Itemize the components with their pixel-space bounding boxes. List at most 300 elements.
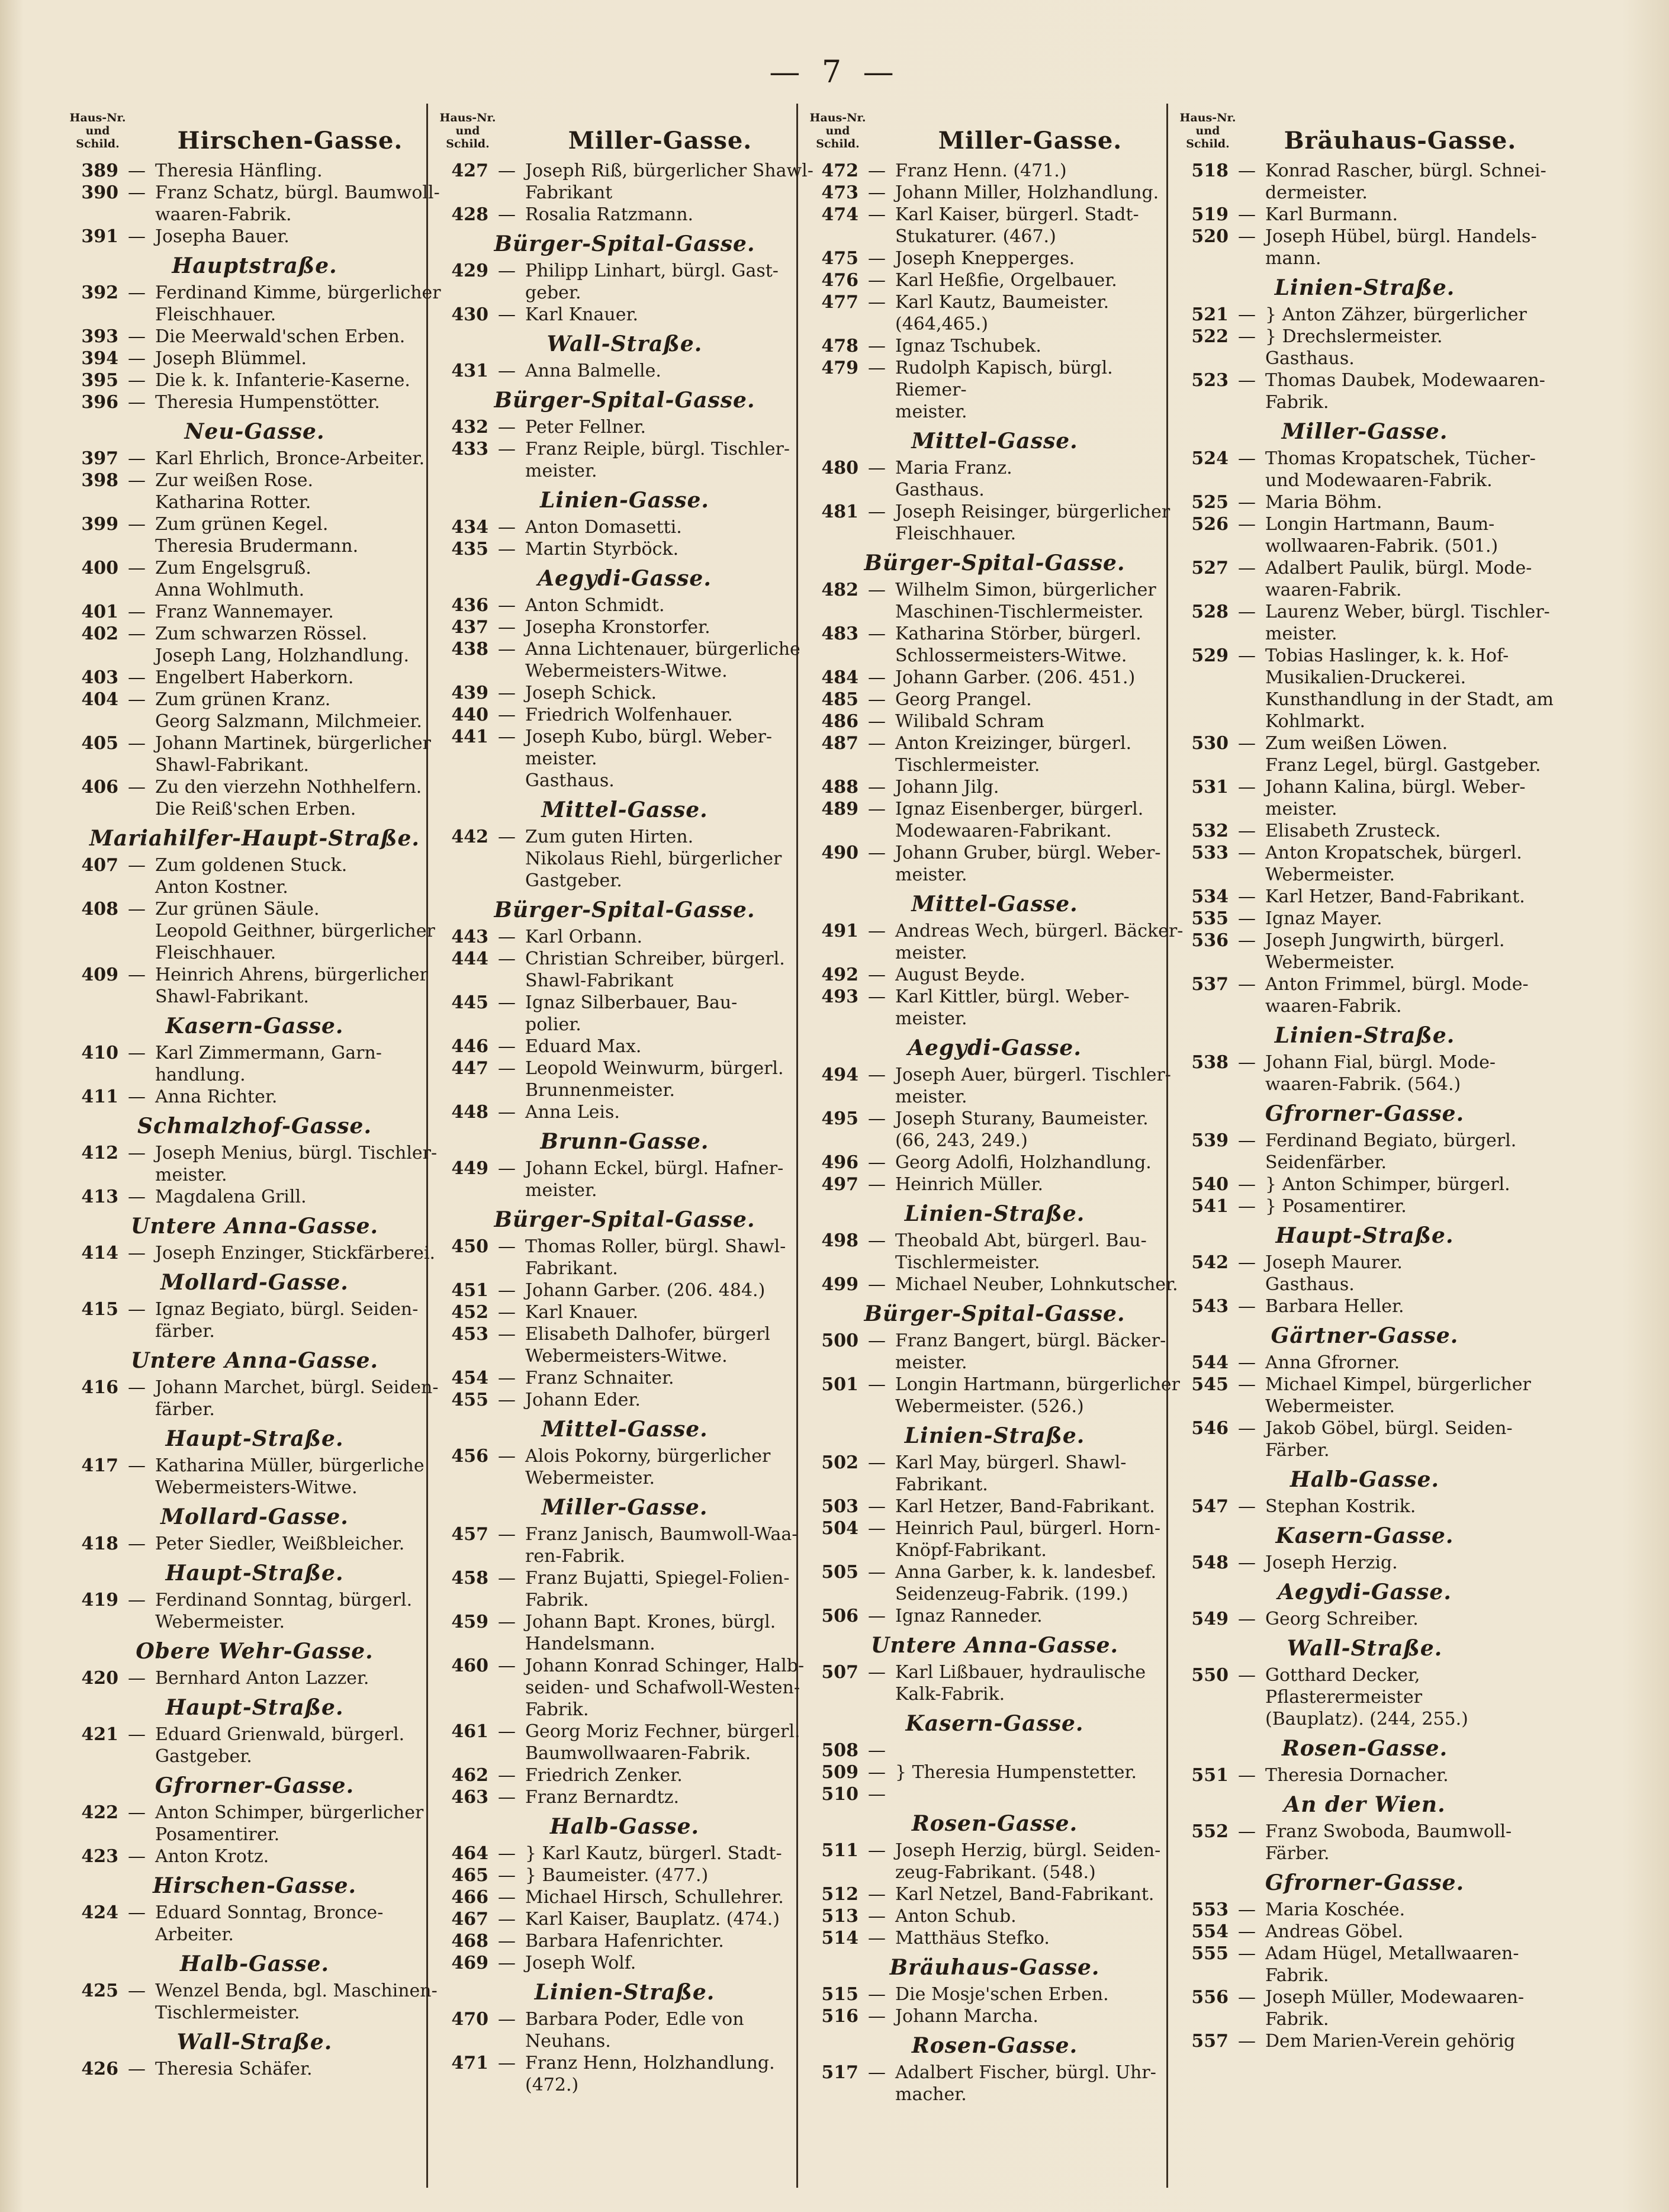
dash: —: [128, 623, 146, 644]
entry-line: Christian Schreiber, bürgerl.: [525, 949, 785, 969]
house-number: 524: [1191, 448, 1229, 469]
entry-text: [525, 926, 814, 948]
entry-text: [525, 1721, 814, 1764]
house-number: 519: [1191, 204, 1229, 225]
directory-entry: [65, 1980, 444, 2024]
directory-entry: [65, 391, 444, 413]
directory-entry: [435, 260, 814, 304]
entry-text: [1265, 1130, 1554, 1173]
dash: —: [498, 1390, 516, 1410]
house-number: 396: [81, 392, 118, 413]
directory-entry: [65, 557, 444, 601]
dash: —: [498, 304, 516, 325]
entry-line: Stephan Kostrik.: [1265, 1496, 1416, 1517]
entry-line: meister.: [895, 1008, 967, 1029]
entry-line: Fabrik.: [1265, 392, 1329, 413]
entry-line: zeug-Fabrikant. (548.): [895, 1862, 1096, 1883]
entry-line: Wilhelm Simon, bürgerlicher: [895, 580, 1156, 600]
entry-text: [895, 842, 1184, 886]
house-number: 438: [451, 639, 488, 660]
house-number: 424: [81, 1902, 118, 1923]
dash: —: [498, 827, 516, 847]
house-number: 536: [1191, 930, 1229, 951]
dash: —: [868, 292, 886, 313]
entry-line: Heinrich Ahrens, bürgerlicher: [155, 964, 428, 985]
directory-entry: [65, 282, 444, 326]
directory-entry: [435, 1279, 814, 1301]
entry-text: [525, 1655, 814, 1721]
house-number: 482: [821, 580, 858, 600]
entry-line: Fleischhauer.: [155, 943, 276, 963]
entry-line: Johann Miller, Holzhandlung.: [895, 182, 1159, 203]
directory-entry: [435, 1786, 814, 1808]
directory-entry: [1175, 908, 1554, 930]
entry-text: [155, 160, 444, 182]
dash: —: [128, 392, 146, 413]
dash: —: [128, 1846, 146, 1867]
house-number: 527: [1191, 558, 1229, 578]
dash: —: [498, 439, 516, 459]
entry-text: [155, 391, 444, 413]
house-number: 398: [81, 470, 118, 491]
entry-line: Wilibald Schram: [895, 711, 1044, 732]
house-number: 403: [81, 667, 118, 688]
dash: —: [1238, 1418, 1256, 1439]
entry-line: Tobias Haslinger, k. k. Hof-: [1265, 645, 1509, 666]
directory-entry: [435, 704, 814, 726]
street-heading: Halb-Gasse.: [1289, 1467, 1440, 1492]
house-number: 489: [821, 799, 858, 819]
entry-line: Joseph Müller, Modewaaren-: [1265, 1987, 1525, 2008]
house-number: 535: [1191, 908, 1229, 929]
street-heading: Bürger-Spital-Gasse.: [494, 232, 755, 256]
entry-text: [155, 623, 444, 667]
directory-entry: [435, 638, 814, 682]
directory-entry: [805, 1783, 1184, 1805]
entry-text: [895, 335, 1184, 357]
dash: —: [498, 617, 516, 638]
entry-text: [525, 1323, 814, 1367]
street-heading: Mittel-Gasse.: [911, 429, 1078, 454]
dash: —: [498, 726, 516, 747]
entry-line: } Baumeister. (477.): [525, 1865, 709, 1886]
dash: —: [1238, 1296, 1256, 1317]
entry-text: [525, 594, 814, 616]
entry-line: Michael Neuber, Lohnkutscher.: [895, 1274, 1178, 1295]
entry-line: Zum schwarzen Rössel.: [155, 623, 368, 644]
house-number: 442: [451, 827, 488, 847]
dash: —: [1238, 370, 1256, 391]
entry-text: [895, 776, 1184, 798]
dash: —: [498, 1524, 516, 1545]
house-number: 432: [451, 417, 488, 438]
directory-entry: [805, 457, 1184, 501]
street-heading: Aegydi-Gasse.: [1278, 1580, 1452, 1605]
directory-entry: [1175, 1664, 1554, 1730]
house-number: 419: [81, 1590, 118, 1610]
house-number: 420: [81, 1668, 118, 1689]
entry-line: Färber.: [1265, 1843, 1330, 1864]
entry-line: Andreas Wech, bürgerl. Bäcker-: [895, 921, 1184, 941]
entry-line: Johann Jilg.: [895, 777, 999, 798]
house-number: 448: [451, 1102, 488, 1123]
dash: —: [128, 1143, 146, 1163]
entry-line: handlung.: [155, 1065, 246, 1085]
directory-entry: [805, 501, 1184, 545]
directory-entry: [65, 1042, 444, 1086]
entry-line: Fleischhauer.: [895, 523, 1017, 544]
directory-entry: [805, 1883, 1184, 1905]
entry-line: Joseph Jungwirth, bürgerl.: [1265, 930, 1505, 951]
entry-line: Anna Lichtenauer, bürgerliche: [525, 639, 800, 660]
dash: —: [128, 370, 146, 391]
entry-text: [525, 1367, 814, 1389]
dash: —: [498, 1368, 516, 1388]
directory-entry: [65, 623, 444, 667]
entry-line: (66, 243, 249.): [895, 1130, 1028, 1151]
entry-text: [1265, 1608, 1554, 1630]
directory-entry: [65, 1142, 444, 1186]
house-number: 481: [821, 501, 858, 522]
dash: —: [128, 326, 146, 347]
entry-line: Seidenfärber.: [1265, 1152, 1387, 1173]
entry-line: Gastgeber.: [525, 870, 622, 891]
dash: —: [868, 1065, 886, 1085]
entry-line: Elisabeth Dalhofer, bürgerl: [525, 1324, 770, 1345]
dash: —: [498, 927, 516, 947]
house-number: 421: [81, 1724, 118, 1745]
directory-entry: [1175, 886, 1554, 908]
entry-line: Zum grünen Kegel.: [155, 514, 329, 535]
entry-line: Johann Fial, bürgl. Mode-: [1265, 1052, 1496, 1073]
entry-text: [1265, 842, 1554, 886]
house-number: 431: [451, 361, 488, 381]
entry-line: Webermeister.: [155, 1612, 285, 1632]
entry-line: Modewaaren-Fabrikant.: [895, 821, 1112, 841]
entry-line: meister.: [1265, 799, 1337, 819]
entry-line: Die Meerwald'schen Erben.: [155, 326, 406, 347]
house-number-label: Haus-Nr. und Schild.: [809, 111, 866, 150]
entry-line: } Anton Zähzer, bürgerlicher: [1265, 304, 1527, 325]
entry-text: [1265, 1496, 1554, 1517]
entry-text: [1265, 973, 1554, 1017]
dash: —: [128, 1187, 146, 1207]
entry-line: Joseph Hübel, bürgl. Handels-: [1265, 226, 1537, 247]
dash: —: [868, 182, 886, 203]
entry-line: Franz Swoboda, Baumwoll-: [1265, 1821, 1512, 1842]
entry-line: Karl Kaiser, bürgerl. Stadt-: [895, 204, 1139, 225]
entry-text: [155, 1086, 444, 1108]
entry-text: [895, 247, 1184, 269]
directory-entry: [435, 360, 814, 382]
house-number: 400: [81, 558, 118, 578]
directory-entry: [805, 798, 1184, 842]
entry-text: [1265, 1943, 1554, 1986]
dash: —: [498, 1655, 516, 1676]
dash: —: [128, 1243, 146, 1263]
directory-entry: [435, 160, 814, 204]
entry-line: Shawl-Fabrikant.: [155, 755, 309, 776]
dash: —: [868, 1906, 886, 1927]
entry-text: [155, 1589, 444, 1633]
street-heading: Mollard-Gasse.: [160, 1270, 349, 1295]
entry-line: Rosalia Ratzmann.: [525, 204, 694, 225]
directory-entry: [805, 357, 1184, 423]
entry-line: Theobald Abt, bürgerl. Bau-: [895, 1230, 1147, 1251]
street-heading: Linien-Straße.: [1274, 1023, 1455, 1048]
directory-entry: [65, 689, 444, 732]
entry-line: Engelbert Haberkorn.: [155, 667, 354, 688]
house-number: 551: [1191, 1765, 1229, 1786]
entry-text: [525, 638, 814, 682]
column-title: Bräuhaus-Gasse.: [1284, 127, 1517, 155]
entry-line: waaren-Fabrik. (564.): [1265, 1074, 1461, 1095]
entry-line: Johann Konrad Schinger, Halb-: [525, 1655, 805, 1676]
directory-entry: [65, 1902, 444, 1946]
directory-entry: [1175, 491, 1554, 513]
entry-line: Heinrich Müller.: [895, 1174, 1043, 1195]
house-number: 488: [821, 777, 858, 798]
entry-text: [895, 357, 1184, 423]
dash: —: [498, 1236, 516, 1257]
house-number: 411: [81, 1086, 118, 1107]
house-number: 417: [81, 1455, 118, 1476]
directory-entry: [805, 291, 1184, 335]
entry-line: Franz Janisch, Baumwoll-Waa-: [525, 1524, 798, 1545]
house-number: 418: [81, 1533, 118, 1554]
entry-text: [525, 1843, 814, 1864]
house-number: 486: [821, 711, 858, 732]
entry-line: Ignaz Tschubek.: [895, 336, 1041, 356]
entry-line: Schlossermeisters-Witwe.: [895, 645, 1127, 666]
directory-entry: [805, 1840, 1184, 1883]
dash: —: [1238, 514, 1256, 535]
directory-entry: [435, 1158, 814, 1201]
entry-line: Theresia Brudermann.: [155, 536, 359, 557]
directory-entry: [435, 204, 814, 226]
entry-line: Michael Hirsch, Schullehrer.: [525, 1887, 784, 1908]
entry-text: [155, 1667, 444, 1689]
house-number: 529: [1191, 645, 1229, 666]
house-number: 410: [81, 1043, 118, 1063]
entry-line: Johann Kalina, bürgl. Weber-: [1265, 777, 1526, 798]
street-heading: Wall-Straße.: [1287, 1636, 1443, 1661]
directory-entry: [1175, 1052, 1554, 1095]
entry-line: Zum weißen Löwen.: [1265, 733, 1448, 754]
entry-text: [525, 1611, 814, 1655]
entry-line: Franz Reiple, bürgl. Tischler-: [525, 439, 790, 459]
entry-line: Johann Marchet, bürgl. Seiden-: [155, 1377, 439, 1398]
directory-entry: [1175, 2030, 1554, 2052]
entry-line: } Posamentirer.: [1265, 1196, 1407, 1217]
directory-entry: [1175, 1352, 1554, 1374]
entry-text: [155, 1186, 444, 1208]
entry-line: Katharina Rotter.: [155, 492, 311, 513]
entry-text: [1265, 732, 1554, 776]
entry-line: Eduard Sonntag, Bronce-: [155, 1902, 384, 1923]
house-number: 390: [81, 182, 118, 203]
directory-entry: [435, 1367, 814, 1389]
entry-text: [1265, 369, 1554, 413]
entry-line: Leopold Weinwurm, bürgerl.: [525, 1058, 784, 1079]
house-number: 492: [821, 964, 858, 985]
directory-entry: [805, 2062, 1184, 2105]
entry-line: Johann Marcha.: [895, 2006, 1038, 2027]
directory-entry: [65, 776, 444, 820]
directory-entry: [805, 986, 1184, 1030]
dash: —: [1238, 558, 1256, 578]
house-number: 399: [81, 514, 118, 535]
dash: —: [868, 2062, 886, 2083]
entry-line: } Karl Kautz, bürgerl. Stadt-: [525, 1843, 782, 1864]
dash: —: [128, 558, 146, 578]
entry-text: [155, 667, 444, 689]
house-number: 537: [1191, 974, 1229, 995]
dash: —: [498, 1887, 516, 1908]
directory-entry: [805, 667, 1184, 689]
house-number: 409: [81, 964, 118, 985]
house-number: 468: [451, 1931, 488, 1951]
directory-entry: [435, 1523, 814, 1567]
dash: —: [868, 1784, 886, 1805]
dash: —: [498, 595, 516, 616]
dash: —: [868, 1840, 886, 1861]
house-number: 526: [1191, 514, 1229, 535]
entry-line: Maria Franz.: [895, 458, 1012, 478]
entry-line: Karl May, bürgerl. Shawl-: [895, 1452, 1127, 1473]
street-heading: Bräuhaus-Gasse.: [889, 1955, 1100, 1980]
dash: —: [498, 1280, 516, 1301]
house-number: 550: [1191, 1665, 1229, 1686]
entry-line: (Bauplatz). (244, 255.): [1265, 1709, 1468, 1729]
directory-entry: [805, 1905, 1184, 1927]
entry-line: Josepha Bauer.: [155, 226, 290, 247]
directory-entry: [435, 1236, 814, 1279]
dash: —: [1238, 304, 1256, 325]
entry-line: Johann Eder.: [525, 1390, 641, 1410]
dash: —: [1238, 645, 1256, 666]
house-number: 458: [451, 1568, 488, 1589]
dash: —: [498, 1843, 516, 1864]
directory-entry: [435, 1930, 814, 1952]
directory-entry: [65, 898, 444, 964]
dash: —: [498, 1931, 516, 1951]
entry-line: Maria Böhm.: [1265, 492, 1382, 513]
house-number: 397: [81, 448, 118, 469]
entry-line: waaren-Fabrik.: [155, 204, 292, 225]
entry-line: Gasthaus.: [895, 480, 985, 500]
street-heading: Miller-Gasse.: [541, 1495, 708, 1520]
house-number: 466: [451, 1887, 488, 1908]
dash: —: [498, 261, 516, 281]
entry-line: Joseph Knepperges.: [895, 248, 1075, 269]
dash: —: [498, 1865, 516, 1886]
entry-line: Maria Koschée.: [1265, 1899, 1406, 1920]
entry-text: [155, 1242, 444, 1264]
house-number: 514: [821, 1928, 858, 1949]
entry-line: meister.: [525, 748, 597, 769]
street-heading: Gärtner-Gasse.: [1271, 1323, 1459, 1348]
entry-text: [1265, 1899, 1554, 1921]
street-heading: Brunn-Gasse.: [540, 1129, 709, 1154]
entry-text: [895, 710, 1184, 732]
entry-line: Anna Richter.: [155, 1086, 278, 1107]
directory-entry: [435, 1908, 814, 1930]
dash: —: [498, 2053, 516, 2073]
entry-line: Adalbert Fischer, bürgl. Uhr-: [895, 2062, 1156, 2083]
entry-line: Dem Marien-Verein gehörig: [1265, 2031, 1516, 2052]
entry-line: Philipp Linhart, bürgl. Gast-: [525, 261, 779, 281]
entry-text: [895, 1173, 1184, 1195]
dash: —: [128, 1299, 146, 1320]
directory-entry: [65, 1533, 444, 1555]
dash: —: [868, 248, 886, 269]
street-heading: Rosen-Gasse.: [911, 2033, 1078, 2058]
entry-text: [155, 226, 444, 247]
entry-line: meister.: [155, 1165, 227, 1185]
dash: —: [1238, 1765, 1256, 1786]
house-number: 404: [81, 689, 118, 710]
street-heading: Mollard-Gasse.: [160, 1504, 349, 1529]
street-heading: Hirschen-Gasse.: [152, 1873, 357, 1898]
directory-entry: [1175, 1173, 1554, 1195]
directory-entry: [805, 1761, 1184, 1783]
dash: —: [498, 1102, 516, 1123]
entry-line: Karl Knauer.: [525, 1302, 639, 1323]
entry-line: polier.: [525, 1014, 581, 1035]
house-number: 525: [1191, 492, 1229, 513]
directory-entry: [65, 1589, 444, 1633]
entry-text: [525, 1101, 814, 1123]
entry-line: Anna Gfrorner.: [1265, 1352, 1400, 1373]
house-number: 394: [81, 348, 118, 369]
house-number: 494: [821, 1065, 858, 1085]
house-number: 451: [451, 1280, 488, 1301]
street-heading: Halb-Gasse.: [549, 1814, 700, 1839]
entry-line: macher.: [895, 2084, 967, 2105]
dash: —: [868, 1274, 886, 1295]
entry-line: } Drechslermeister.: [1265, 326, 1443, 347]
entry-text: [525, 992, 814, 1036]
directory-entry: [1175, 1921, 1554, 1943]
entry-line: Friedrich Wolfenhauer.: [525, 705, 733, 725]
entry-text: [155, 601, 444, 623]
entry-line: Tischlermeister.: [895, 1252, 1040, 1273]
dash: —: [1238, 1899, 1256, 1920]
house-number: 504: [821, 1518, 858, 1539]
street-heading: Wall-Straße.: [176, 2030, 333, 2055]
house-number: 439: [451, 683, 488, 703]
dash: —: [498, 949, 516, 969]
house-number: 506: [821, 1606, 858, 1626]
dash: —: [498, 1058, 516, 1079]
entry-line: Georg Moriz Fechner, bürgerl.: [525, 1721, 800, 1742]
dash: —: [498, 2009, 516, 2030]
directory-entry: [65, 1086, 444, 1108]
directory-entry: [65, 2058, 444, 2080]
entry-line: Joseph Schick.: [525, 683, 657, 703]
entry-text: [895, 1605, 1184, 1627]
entry-line: Maschinen-Tischlermeister.: [895, 602, 1144, 622]
entry-text: [895, 160, 1184, 182]
directory-entry: [1175, 1943, 1554, 1986]
dash: —: [868, 1740, 886, 1761]
street-heading: Haupt-Straße.: [165, 1695, 344, 1720]
entry-line: Johann Gruber, bürgl. Weber-: [895, 843, 1161, 863]
dash: —: [868, 1562, 886, 1583]
directory-entry: [435, 948, 814, 992]
entry-line: Peter Siedler, Weißbleicher.: [155, 1533, 405, 1554]
